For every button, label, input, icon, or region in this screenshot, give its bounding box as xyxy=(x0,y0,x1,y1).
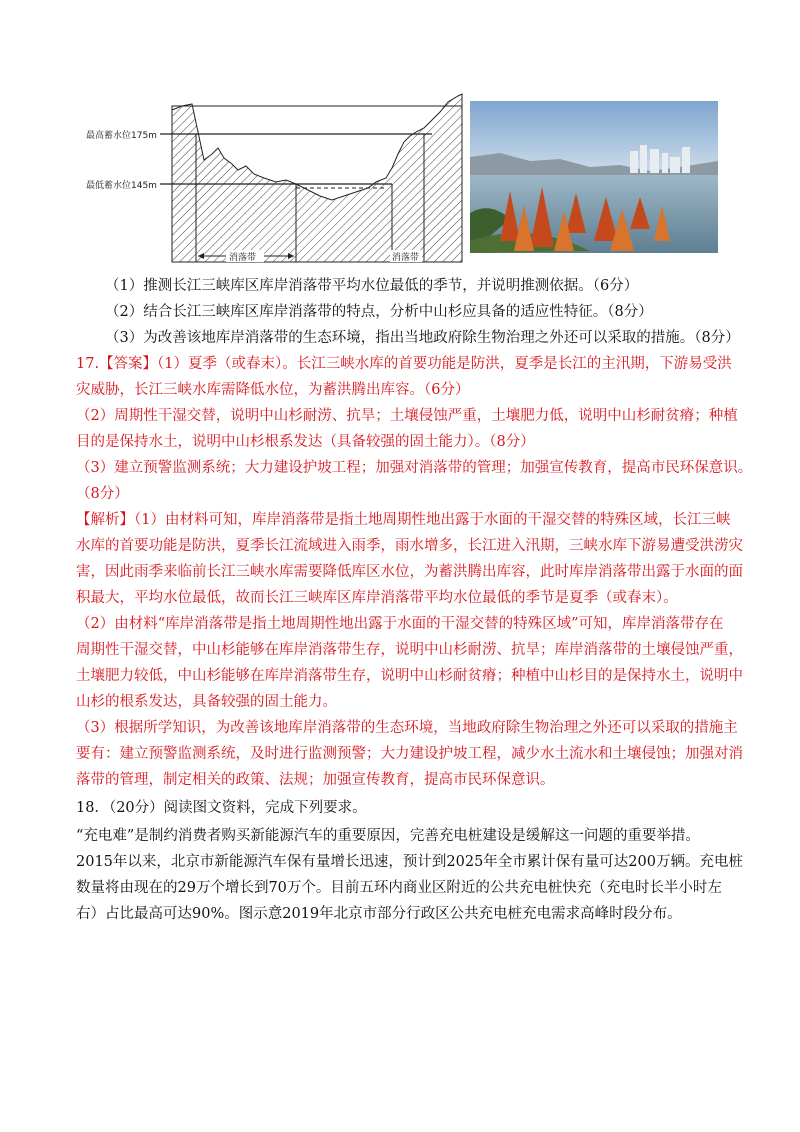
q18-line-1: “充电难”是制约消费者购买新能源汽车的重要原因，完善充电桩建设是缓解这一问题的重要举措。 xyxy=(76,828,700,844)
answer-line-3: （2）周期性干湿交替，说明中山杉耐涝、抗旱；土壤侵蚀严重，土壤肥力低，说明中山杉耐贫瘠；种植 xyxy=(76,408,738,424)
answer-line-6: （8分） xyxy=(76,486,129,502)
reservoir-photo-icon xyxy=(470,101,718,253)
q18-line-2: 2015年以来，北京市新能源汽车保有量增长迅速，预计到2025年全市累计保有量可达200万辆。充电桩 xyxy=(76,854,743,870)
terrain-hatched xyxy=(172,94,462,262)
analysis-line-8: 山杉的根系发达，具备较强的固土能力。 xyxy=(76,694,337,710)
analysis-line-10: 要有：建立预警监测系统，及时进行监测预警；大力建设护坡工程，减少水土流水和土壤侵蚀；加强对消 xyxy=(76,746,743,762)
question-3: （3）为改善该地库岸消落带的生态环境，指出当地政府除生物治理之外还可以采取的措施。（8分） xyxy=(105,330,740,346)
answer-line-1: 17.【答案】（1）夏季（或春末）。长江三峡水库的首要功能是防洪，夏季是长江的主汛期，下游易受洪 xyxy=(76,356,732,372)
q18-line-3: 数量将由现在的29万个增长到70万个。目前五环内商业区附近的公共充电桩快充（充电时长半小时左 xyxy=(76,880,722,896)
zone-right-label: 消落带 xyxy=(392,253,420,263)
analysis-line-2: 水库的首要功能是防洪，夏季长江流域进入雨季，雨水增多，长江进入汛期，三峡水库下游易遭受洪涝灾 xyxy=(76,538,743,554)
zone-left-label: 消落带 xyxy=(229,253,257,263)
analysis-line-1: 【解析】（1）由材料可知，库岸消落带是指土地周期性地出露于水面的干湿交替的特殊区域，长江三峡 xyxy=(76,512,731,528)
reservoir-cross-section-diagram xyxy=(86,92,466,270)
low-water-label: 最低蓄水位145m xyxy=(86,181,157,191)
analysis-line-4: 积最大，平均水位最低，故而长江三峡库区库岸消落带平均水位最低的季节是夏季（或春末）。 xyxy=(76,590,678,606)
analysis-line-7: 土壤肥力较低，中山杉能够在库岸消落带生存，说明中山杉耐贫瘠；种植中山杉目的是保持水土，说明中 xyxy=(76,668,743,684)
question-1: （1）推测长江三峡库区库岸消落带平均水位最低的季节，并说明推测依据。（6分） xyxy=(105,278,639,294)
analysis-line-5: （2）由材料“库岸消落带是指土地周期性地出露于水面的干湿交替的特殊区域”可知，库岸消落带存在 xyxy=(76,616,724,632)
high-water-label: 最高蓄水位175m xyxy=(86,131,157,141)
answer-line-2: 灾威胁，长江三峡水库需降低水位，为蓄洪腾出库容。（6分） xyxy=(76,382,470,398)
question-2: （2）结合长江三峡库区库岸消落带的特点，分析中山杉应具备的适应性特征。（8分） xyxy=(105,304,653,320)
analysis-line-11: 落带的管理，制定相关的政策、法规；加强宣传教育，提高市民环保意识。 xyxy=(76,772,555,788)
q18-header: 18．（20分）阅读图文资料，完成下列要求。 xyxy=(76,800,367,816)
answer-line-4: 目的是保持水土，说明中山杉根系发达（具备较强的固土能力）。（8分） xyxy=(76,434,535,450)
analysis-line-9: （3）根据所学知识，为改善该地库岸消落带的生态环境，当地政府除生物治理之外还可以采取的措施主 xyxy=(76,720,738,736)
analysis-line-6: 周期性干湿交替，中山杉能够在库岸消落带生存，说明中山杉耐涝、抗旱；库岸消落带的土壤侵蚀严重， xyxy=(76,642,743,658)
answer-line-5: （3）建立预警监测系统；大力建设护坡工程；加强对消落带的管理；加强宣传教育，提高市民环保意识。 xyxy=(76,460,753,476)
analysis-line-3: 害，因此雨季来临前长江三峡水库需要降低库区水位，为蓄洪腾出库容，此时库岸消落带出露于水面的面 xyxy=(76,564,743,580)
q18-line-4: 右）占比最高可达90%。图示意2019年北京市部分行政区公共充电桩充电需求高峰时段分布。 xyxy=(76,906,682,922)
